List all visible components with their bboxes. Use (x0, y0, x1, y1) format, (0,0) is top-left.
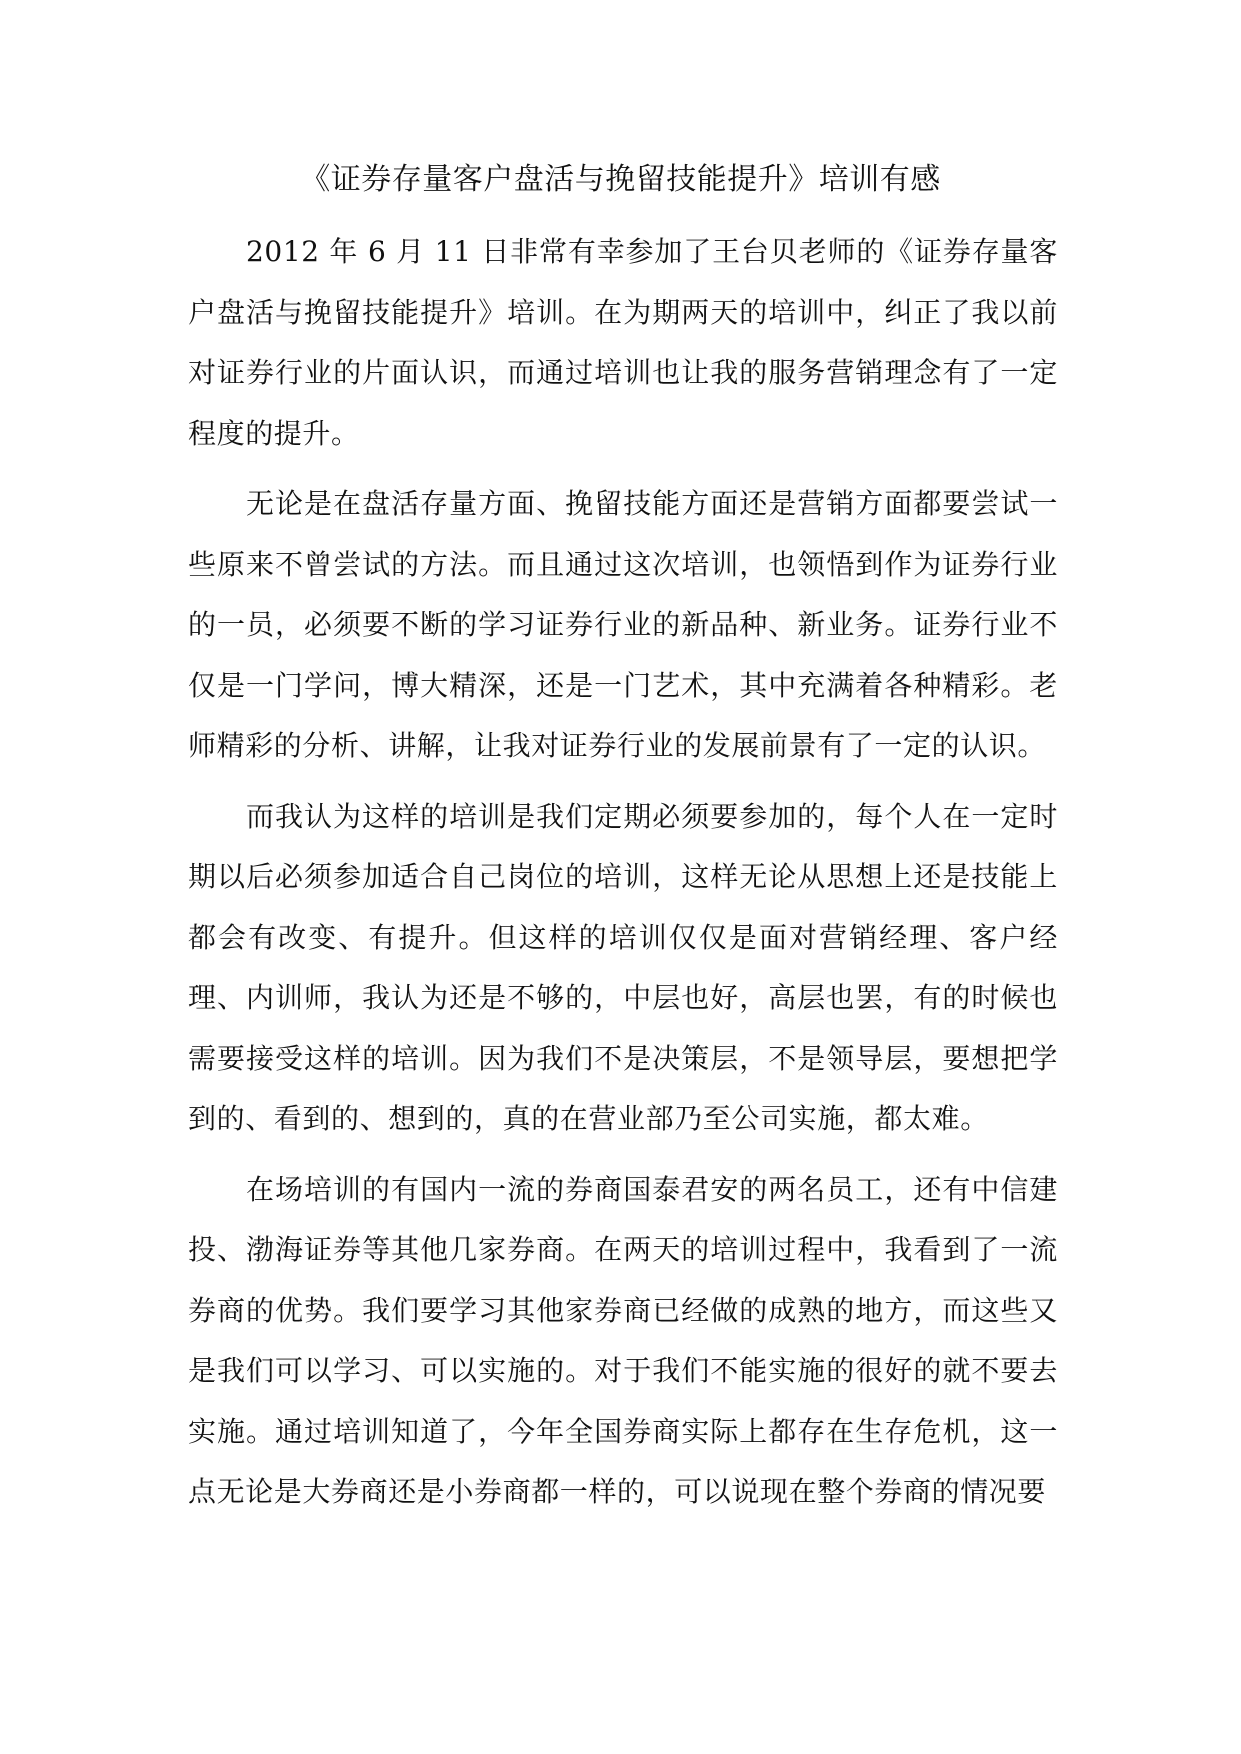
document-title: 《证券存量客户盘活与挽留技能提升》培训有感 (300, 162, 941, 197)
paragraph-2: 无论是在盘活存量方面、挽留技能方面还是营销方面都要尝试一些原来不曾尝试的方法。而且通过这次培训，也领悟到作为证券行业的一员，必须要不断的学习证券行业的新品种、新业务。证券行业不仅是一门学问，博大精深，还是一门艺术，其中充满着各种精彩。老师精彩的分析、讲解，让我对证券行业的发展前景有了一定的认识。 (188, 487, 1058, 762)
paragraph-3: 而我认为这样的培训是我们定期必须要参加的，每个人在一定时期以后必须参加适合自己岗位的培训，这样无论从思想上还是技能上都会有改变、有提升。但这样的培训仅仅是面对营销经理、客户经理、内训师，我认为还是不够的，中层也好，高层也罢，有的时候也需要接受这样的培训。因为我们不是决策层，不是领导层，要想把学到的、看到的、想到的，真的在营业部乃至公司实施，都太难。 (188, 799, 1058, 1135)
paragraph-1: 2012 年 6 月 11 日非常有幸参加了王台贝老师的《证券存量客户盘活与挽留技能提升》培训。在为期两天的培训中，纠正了我以前对证券行业的片面认识，而通过培训也让我的服务营销理念有了一定程度的提升。 (188, 235, 1058, 450)
paragraph-4: 在场培训的有国内一流的券商国泰君安的两名员工，还有中信建投、渤海证券等其他几家券商。在两天的培训过程中，我看到了一流券商的优势。我们要学习其他家券商已经做的成熟的地方，而这些又是我们可以学习、可以实施的。对于我们不能实施的很好的就不要去实施。通过培训知道了，今年全国券商实际上都存在生存危机，这一点无论是大券商还是小券商都一样的，可以说现在整个券商的情况要 (188, 1172, 1058, 1508)
document-body (188, 222, 1058, 1533)
